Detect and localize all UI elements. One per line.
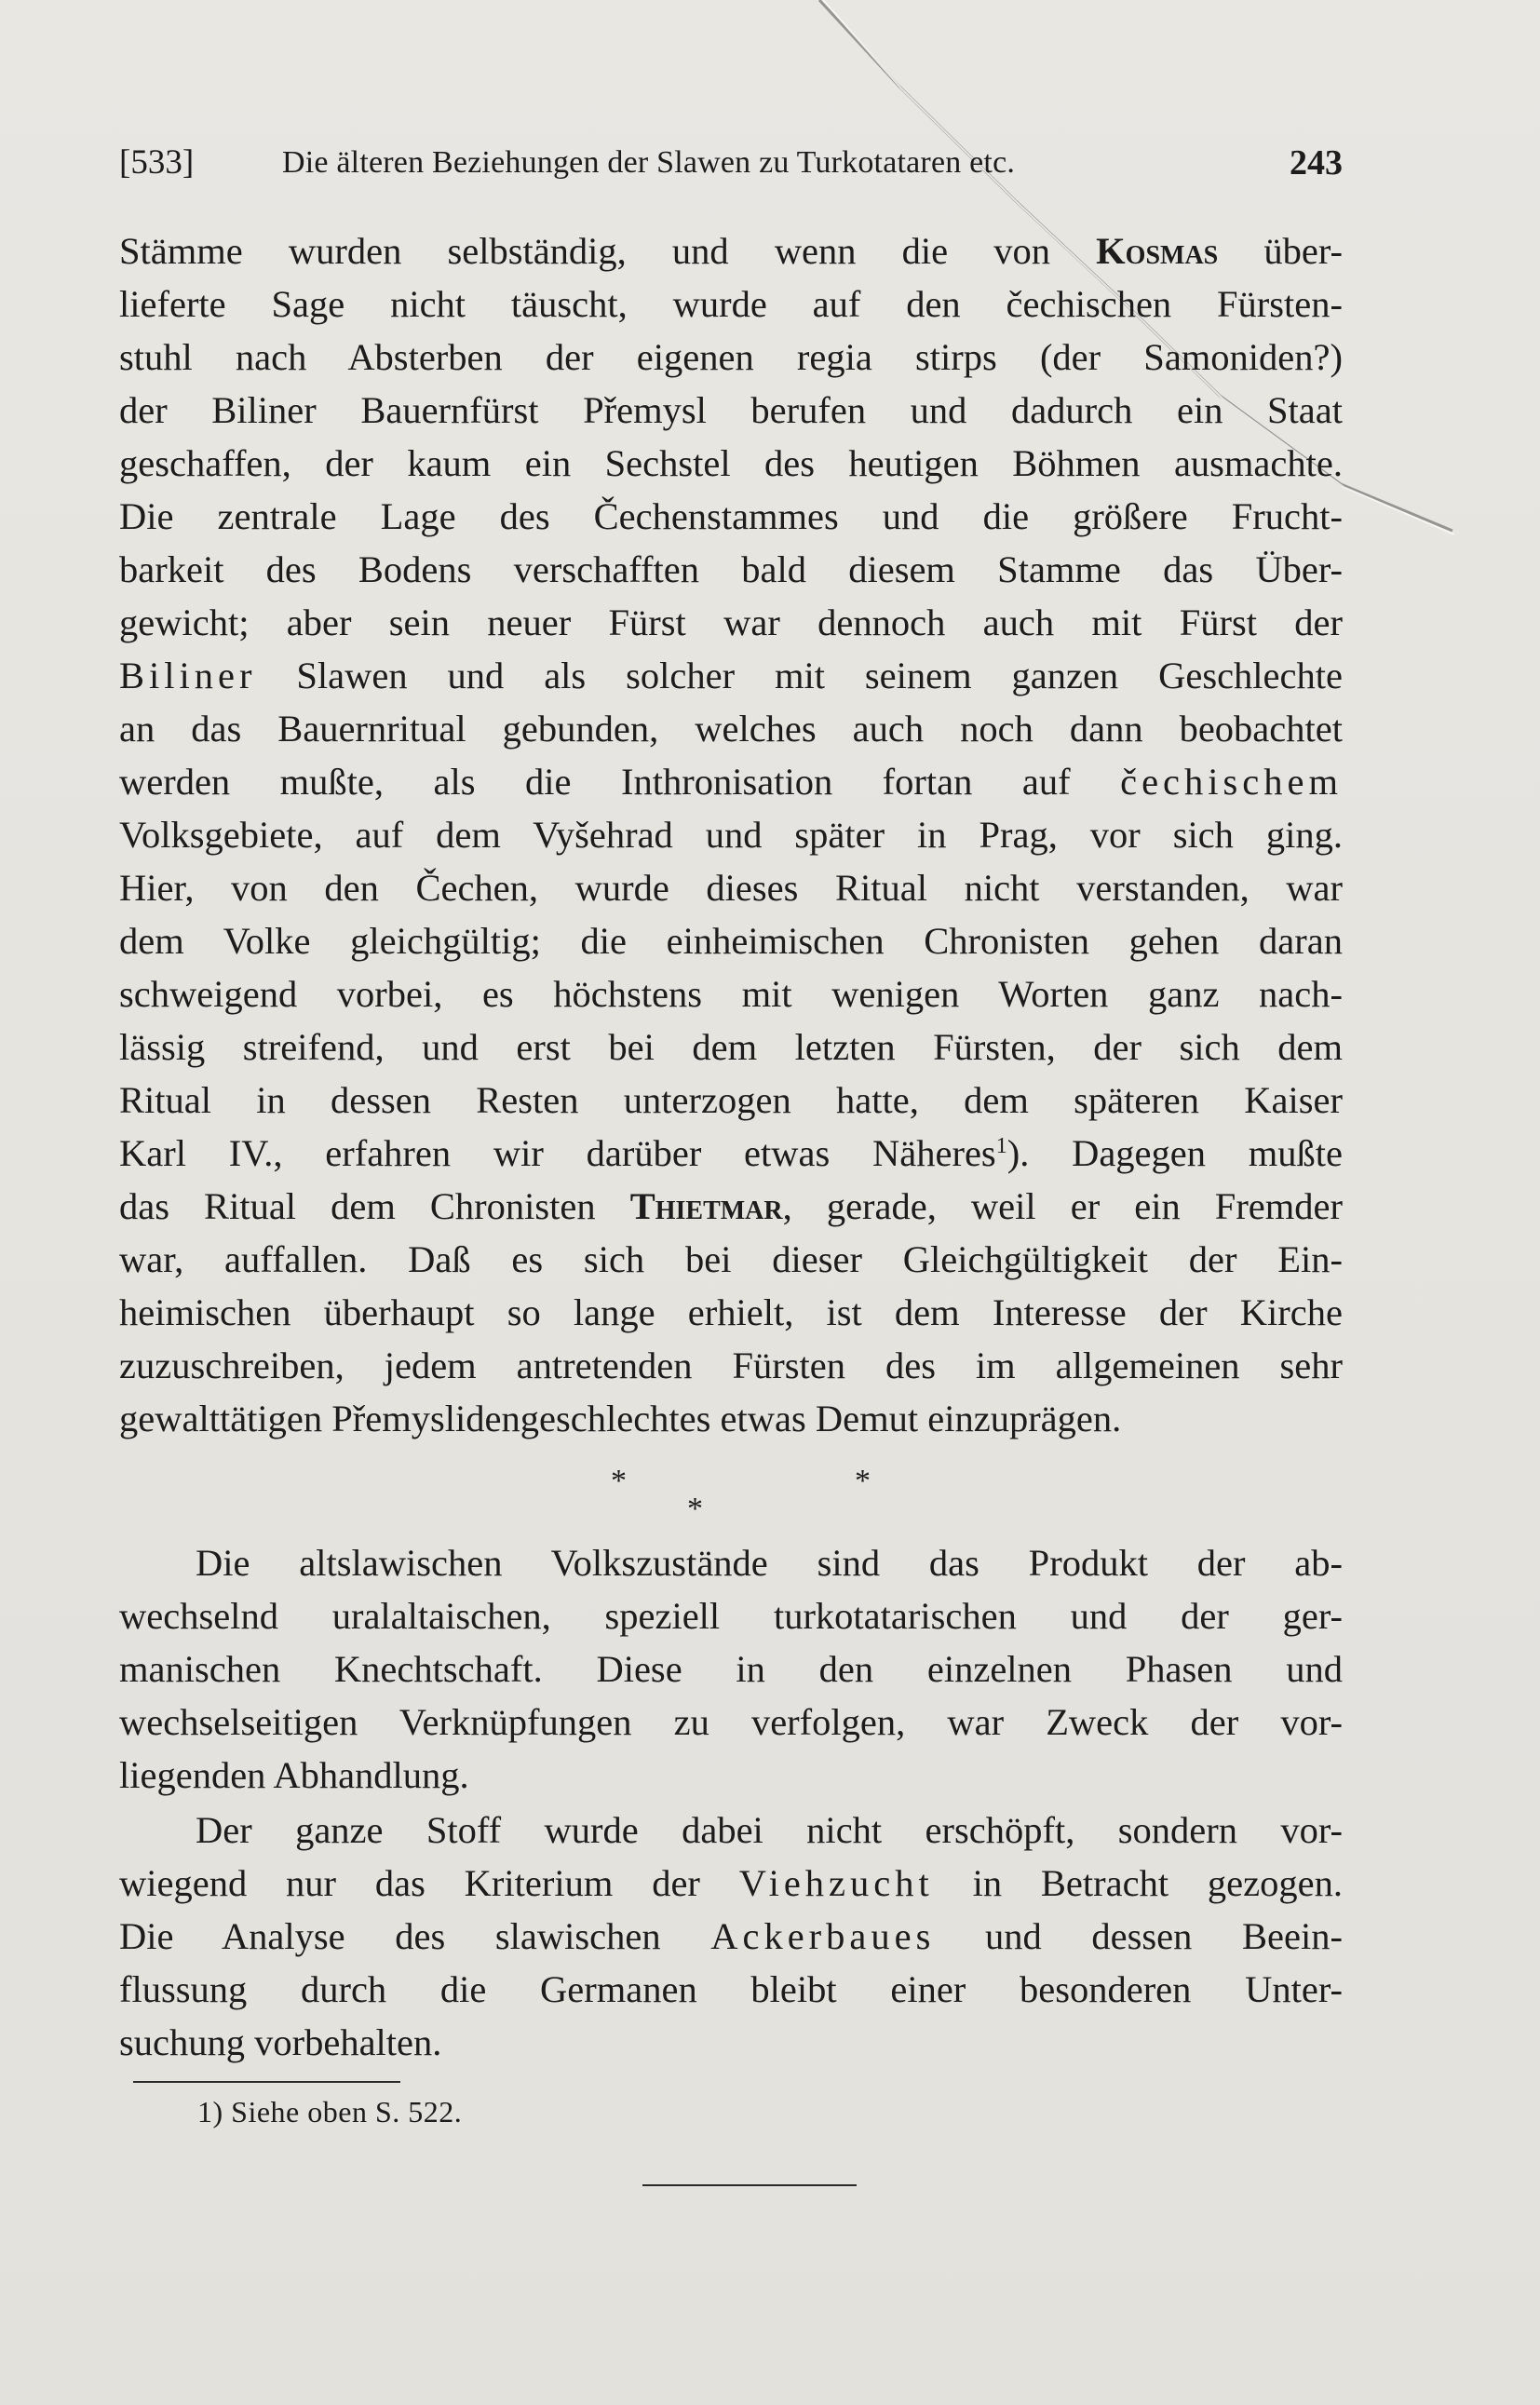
text-line: das Ritual dem Chronisten Thietmar, gerade, weil er ein Fremder [119,1185,1343,1227]
author-name-kosmas: Kosmas [1096,230,1219,272]
text-line: Die Analyse des slawischen Ackerbaues und dessen Beein- [119,1915,1343,1957]
spaced-emphasis: Biliner [119,655,257,696]
text-line: wiegend nur das Kriterium der Viehzucht in Betracht gezogen. [119,1862,1343,1904]
original-page-number: [533] [119,143,195,182]
running-title: Die älteren Beziehungen der Slawen zu Turkotataren etc. [282,145,1016,180]
footnote: 1) Siehe oben S. 522. [197,2095,463,2128]
asterisk: * [687,1492,703,1526]
text-line: flussung durch die Germanen bleibt einer besonderen Unter- [119,1968,1343,2010]
text-line: stuhl nach Absterben der eigenen regia stirps (der Samoniden?) [119,336,1343,378]
asterisk: * [855,1464,871,1498]
text-line: gewicht; aber sein neuer Fürst war dennoch auch mit Fürst der [119,601,1343,643]
text-line: schweigend vorbei, es höchstens mit wenigen Worten ganz nach- [119,973,1343,1015]
text-line: lässig streifend, und erst bei dem letzten Fürsten, der sich dem [119,1026,1343,1068]
text-line: werden mußte, als die Inthronisation fortan auf čechischem [119,761,1343,803]
text-line: gewalttätigen Přemyslidengeschlechtes etwas Demut einzuprägen. [119,1398,1122,1439]
footnote-marker: 1 [995,1134,1007,1158]
author-name-thietmar: Thietmar [629,1185,783,1227]
spaced-emphasis: Ackerbaues [710,1915,936,1957]
text-line: lieferte Sage nicht täuscht, wurde auf den čechischen Fürsten- [119,283,1343,325]
text-line: Volksgebiete, auf dem Vyšehrad und später in Prag, vor sich ging. [119,814,1343,856]
text-line: Karl IV., erfahren wir darüber etwas Näheres$^1$). Dagegen mußte [119,1132,1343,1174]
page-number: 243 [1290,143,1343,182]
text-line: suchung vorbehalten. [119,2021,442,2063]
text-line: Ritual in dessen Resten unterzogen hatte, dem späteren Kaiser [119,1079,1343,1121]
text-line: Der ganze Stoff wurde dabei nicht erschöpft, sondern vor- [196,1809,1343,1851]
text-line: Stämme wurden selbständig, und wenn die von Kosmas über- [119,230,1344,272]
text-line: war, auffallen. Daß es sich bei dieser Gleichgültigkeit der Ein- [119,1238,1343,1280]
text-line: barkeit des Bodens verschafften bald diesem Stamme das Über- [119,548,1343,590]
section-asterism [119,1464,1343,1538]
text-line: dem Volke gleichgültig; die einheimischen Chronisten gehen daran [119,920,1343,962]
text-line: liegenden Abhandlung. [119,1754,469,1796]
text-line: manischen Knechtschaft. Diese in den einzelnen Phasen und [119,1648,1343,1690]
text-line: geschaffen, der kaum ein Sechstel des heutigen Böhmen ausmachte. [119,442,1343,484]
text-line: der Biliner Bauernfürst Přemysl berufen und dadurch ein Staat [119,389,1343,431]
running-header [119,140,1343,186]
text-line: Die zentrale Lage des Čechenstammes und die größere Frucht- [119,495,1343,537]
text-line: heimischen überhaupt so lange erhielt, ist dem Interesse der Kirche [119,1291,1343,1333]
asterisk: * [611,1464,627,1498]
text-line: Biliner Slawen und als solcher mit seinem ganzen Geschlechte [119,655,1343,696]
text-line: Hier, von den Čechen, wurde dieses Ritual nicht verstanden, war [119,867,1343,909]
text-line: wechselnd uralaltaischen, speziell turkotatarischen und der ger- [119,1595,1343,1637]
spaced-emphasis: Viehzucht [738,1862,934,1904]
text-line: wechselseitigen Verknüpfungen zu verfolgen, war Zweck der vor- [119,1701,1343,1743]
text-line: zuzuschreiben, jedem antretenden Fürsten des im allgemeinen sehr [119,1344,1343,1386]
spaced-emphasis: čechischem [1120,761,1343,803]
end-rule [642,2184,857,2186]
text-line: an das Bauernritual gebunden, welches auch noch dann beobachtet [119,708,1343,750]
footnote-rule [133,2081,400,2083]
text-line: Die altslawischen Volkszustände sind das Produkt der ab- [196,1542,1343,1584]
